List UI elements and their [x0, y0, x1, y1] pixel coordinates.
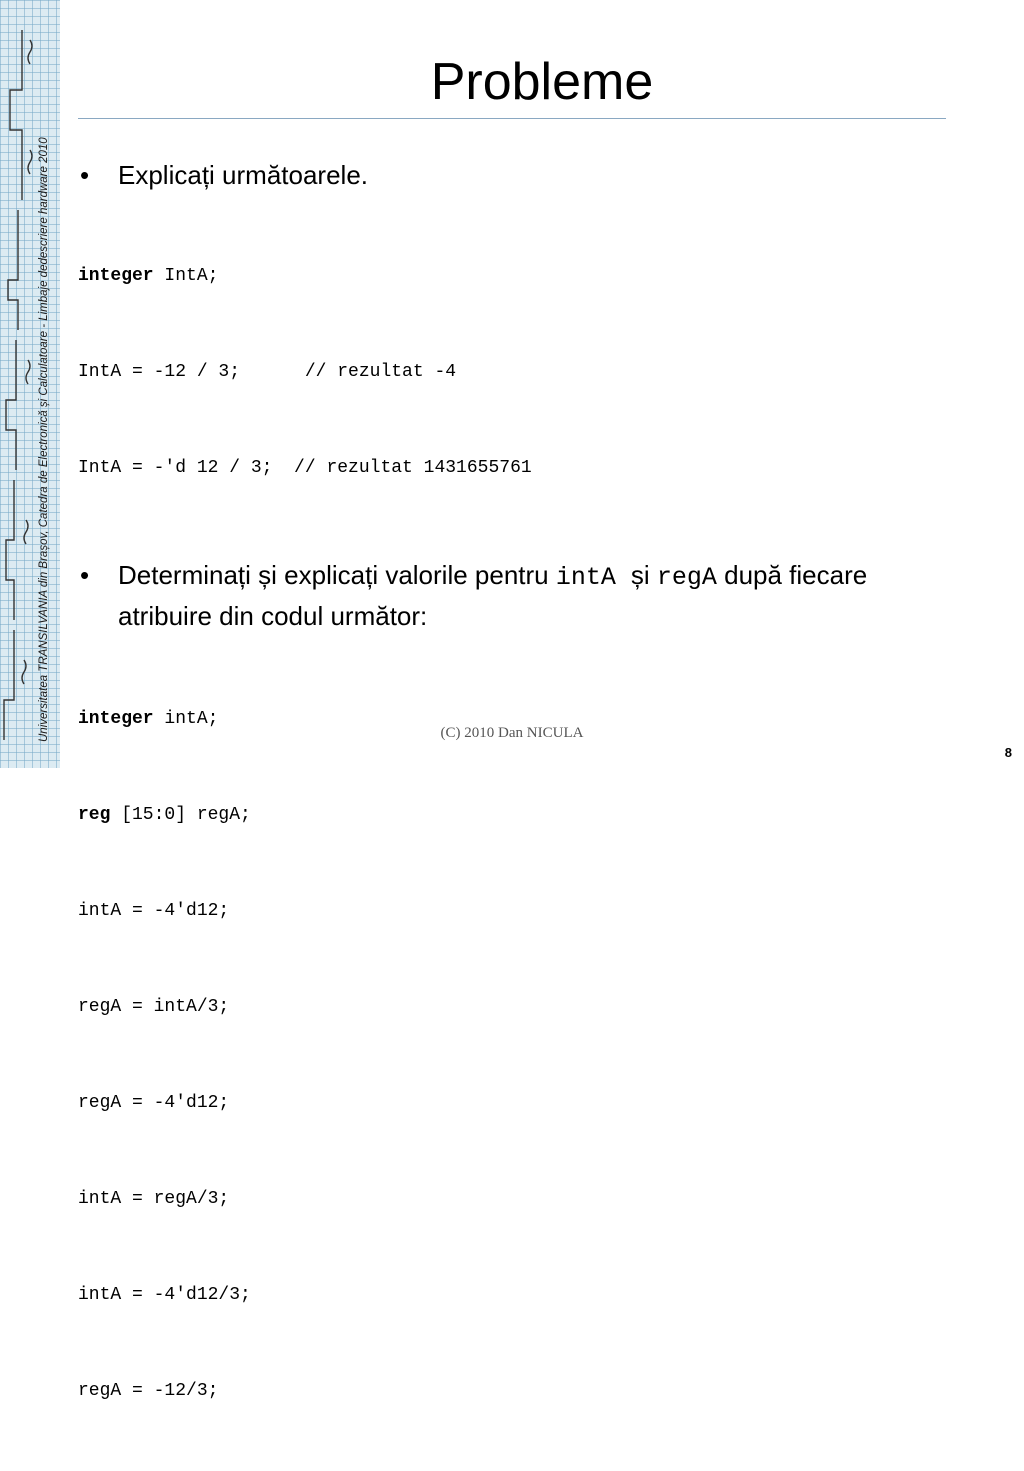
code-line	[78, 260, 958, 292]
code-line	[78, 799, 958, 831]
inline-code: regA	[656, 563, 717, 592]
slide-title: Probleme	[430, 53, 654, 111]
code-line	[78, 1087, 958, 1119]
code-text: [15:0] regA;	[110, 805, 251, 825]
code-keyword: integer	[78, 266, 154, 286]
code-text: IntA = -'d 12 / 3; // rezultat 1431655761	[78, 458, 532, 478]
inline-code: intA	[555, 563, 631, 592]
code-text: IntA;	[153, 266, 219, 286]
bullet-text: Explicați următoarele.	[118, 160, 368, 190]
slide-content	[78, 156, 958, 1471]
timing-diagram-doodle	[0, 0, 60, 768]
side-caption: Universitatea TRANSILVANIA din Brașov, Catedra de Electronică și Calculatoare - Limbaje dedescriere hardware 2010	[38, 137, 50, 742]
decorative-side-strip	[0, 0, 60, 768]
code-text: intA = -4'd12;	[78, 901, 230, 921]
code-line	[78, 1375, 958, 1407]
bullet-item	[78, 556, 958, 635]
bullet-dot-icon: •	[80, 160, 90, 190]
code-line	[78, 895, 958, 927]
code-line	[78, 991, 958, 1023]
bullet-item	[78, 156, 958, 194]
footer-copyright: (C) 2010 Dan NICULA	[440, 725, 584, 741]
code-block-1	[78, 196, 958, 548]
code-line	[78, 1279, 958, 1311]
code-keyword: reg	[78, 805, 111, 825]
code-block-2	[78, 639, 958, 1471]
page-number: 8	[1004, 745, 1012, 760]
code-line	[78, 356, 958, 388]
code-keyword: integer	[78, 709, 154, 729]
code-text: intA = regA/3;	[78, 1189, 230, 1209]
code-text: regA = intA/3;	[78, 997, 230, 1017]
bullet-text: și	[630, 560, 657, 590]
title-divider	[78, 118, 946, 119]
code-text: regA = -4'd12;	[78, 1093, 230, 1113]
bullet-dot-icon: •	[80, 560, 90, 590]
code-line	[78, 452, 958, 484]
bullet-text: după fiecare atribuire din codul următor:	[118, 560, 868, 631]
code-line	[78, 1183, 958, 1215]
code-text: intA = -4'd12/3;	[78, 1285, 251, 1305]
code-text: IntA = -12 / 3; // rezultat -4	[78, 362, 457, 382]
code-text: intA;	[153, 709, 219, 729]
bullet-text: Determinați și explicați valorile pentru	[118, 560, 556, 590]
code-text: regA = -12/3;	[78, 1381, 219, 1401]
